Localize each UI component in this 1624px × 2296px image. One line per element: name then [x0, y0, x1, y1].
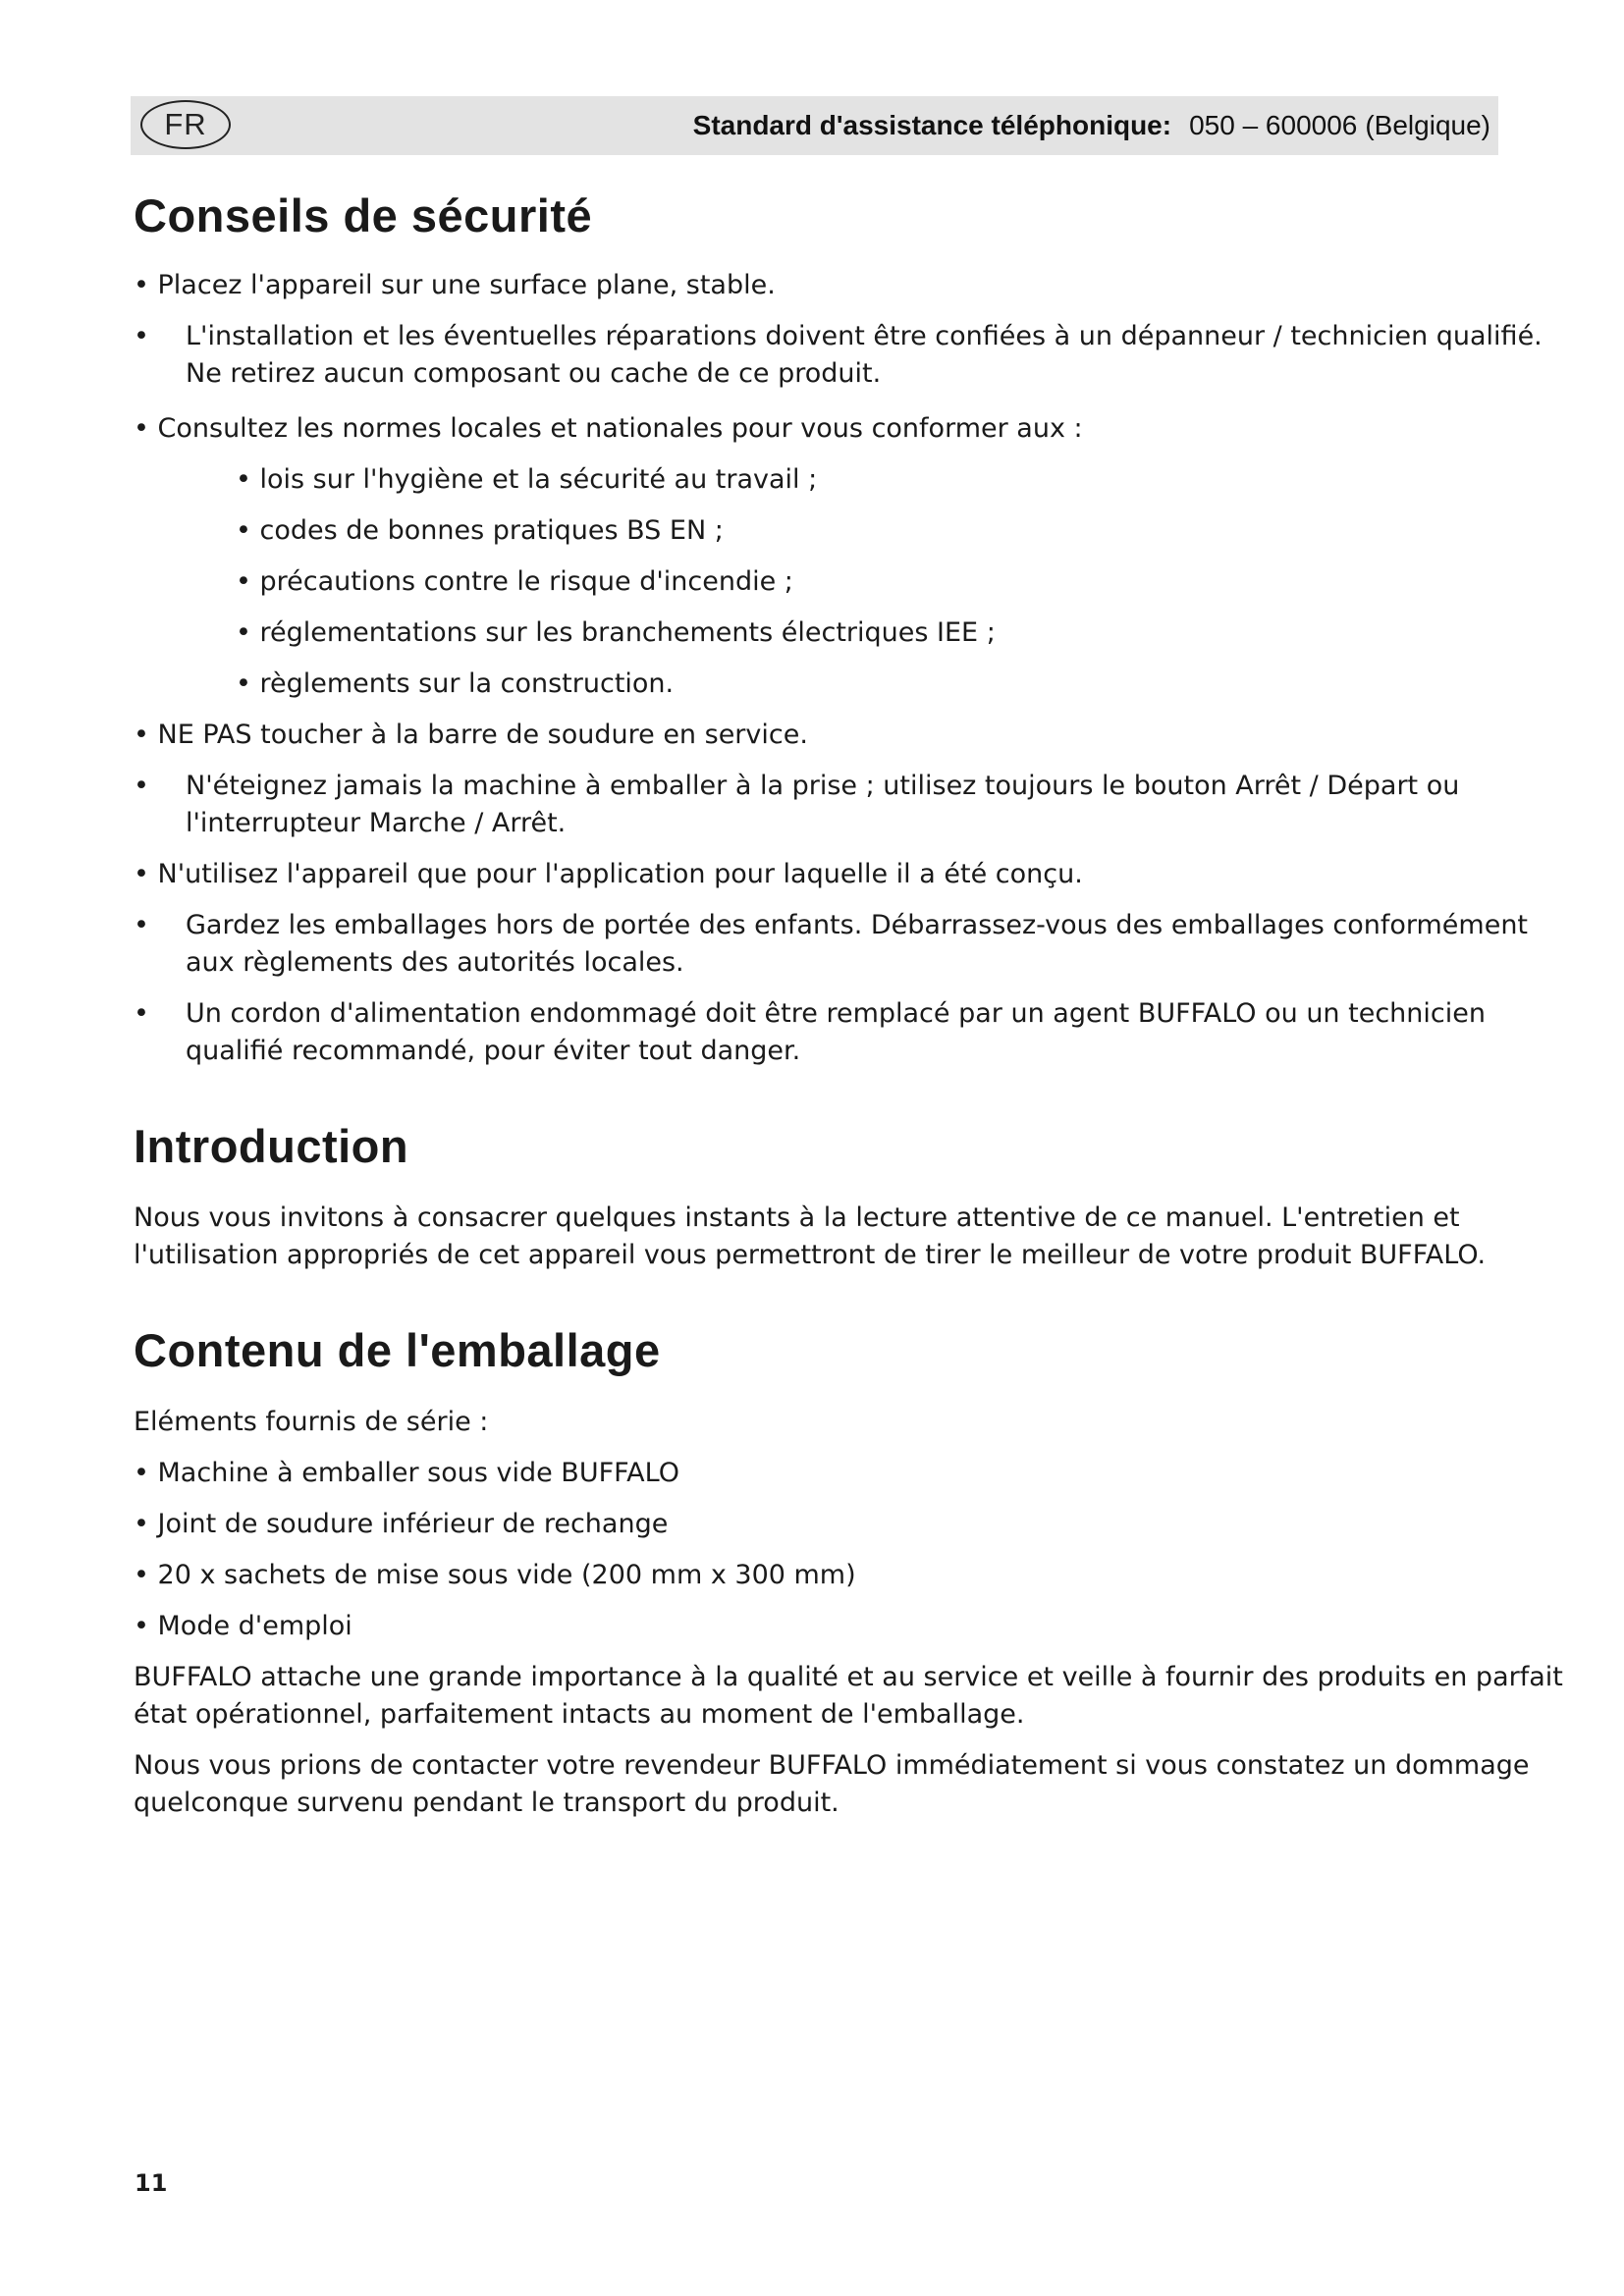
sub-item-2: • codes de bonnes pratiques BS EN ;	[236, 515, 724, 546]
contents-para1-line-1: BUFFALO attache une grande importance à la qualité et au service et veille à fournir des produits en parfait	[134, 1662, 1563, 1692]
contents-para2-line-1: Nous vous prions de contacter votre revendeur BUFFALO immédiatement si vous constatez un dommage	[134, 1750, 1530, 1781]
safety-title: Conseils de sécurité	[134, 189, 593, 241]
contents-item-4: • Mode d'emploi	[134, 1611, 352, 1641]
sub-item-4: • réglementations sur les branchements électriques IEE ;	[236, 617, 996, 648]
page-number: 11	[135, 2169, 168, 2197]
contents-intro: Eléments fournis de série :	[134, 1407, 489, 1437]
safety-item-5-cont: l'interrupteur Marche / Arrêt.	[186, 808, 567, 838]
safety-item-2: L'installation et les éventuelles réparations doivent être confiées à un dépanneur / technicien qualifié.	[186, 321, 1543, 351]
bullet-icon: •	[134, 998, 149, 1029]
bullet-icon: •	[134, 321, 149, 351]
safety-item-4: • NE PAS toucher à la barre de soudure en service.	[134, 720, 808, 750]
contents-para1-line-2: état opérationnel, parfaitement intacts au moment de l'emballage.	[134, 1699, 1025, 1730]
safety-item-8: Un cordon d'alimentation endommagé doit être remplacé par un agent BUFFALO ou un technicien	[186, 998, 1486, 1029]
contents-item-1: • Machine à emballer sous vide BUFFALO	[134, 1458, 679, 1488]
safety-item-5: N'éteignez jamais la machine à emballer à la prise ; utilisez toujours le bouton Arrêt / Départ ou	[186, 771, 1460, 801]
safety-item-7: Gardez les emballages hors de portée des enfants. Débarrassez-vous des emballages conformément	[186, 910, 1529, 940]
header-band	[131, 96, 1498, 155]
sub-item-1: • lois sur l'hygiène et la sécurité au travail ;	[236, 464, 818, 495]
introduction-line-1: Nous vous invitons à consacrer quelques instants à la lecture attentive de ce manuel. L'entretien et	[134, 1202, 1460, 1233]
hotline-label: Standard d'assistance téléphonique:	[692, 110, 1172, 140]
safety-item-6: • N'utilisez l'appareil que pour l'application pour laquelle il a été conçu.	[134, 859, 1083, 889]
hotline-country: (Belgique)	[1365, 110, 1490, 140]
safety-item-2-cont: Ne retirez aucun composant ou cache de ce produit.	[186, 358, 882, 389]
introduction-title: Introduction	[134, 1120, 409, 1172]
contents-para2-line-2: quelconque survenu pendant le transport du produit.	[134, 1788, 839, 1818]
safety-item-8-cont: qualifié recommandé, pour éviter tout danger.	[186, 1036, 801, 1066]
language-badge: FR	[140, 100, 231, 149]
hotline	[693, 96, 1490, 155]
safety-item-1: • Placez l'appareil sur une surface plane, stable.	[134, 270, 776, 300]
bullet-icon: •	[134, 771, 149, 801]
safety-item-7-cont: aux règlements des autorités locales.	[186, 947, 684, 978]
sub-item-5: • règlements sur la construction.	[236, 668, 675, 699]
sub-item-3: • précautions contre le risque d'incendie ;	[236, 566, 793, 597]
contents-item-2: • Joint de soudure inférieur de rechange	[134, 1509, 669, 1539]
contents-title: Contenu de l'emballage	[134, 1324, 661, 1376]
contents-item-3: • 20 x sachets de mise sous vide (200 mm x 300 mm)	[134, 1560, 856, 1590]
introduction-line-2: l'utilisation appropriés de cet appareil vous permettront de tirer le meilleur de votre produit BUFFALO.	[134, 1240, 1487, 1270]
hotline-number: 050 – 600006	[1189, 110, 1358, 140]
bullet-icon: •	[134, 910, 149, 940]
safety-item-3: • Consultez les normes locales et nationales pour vous conformer aux :	[134, 413, 1083, 444]
